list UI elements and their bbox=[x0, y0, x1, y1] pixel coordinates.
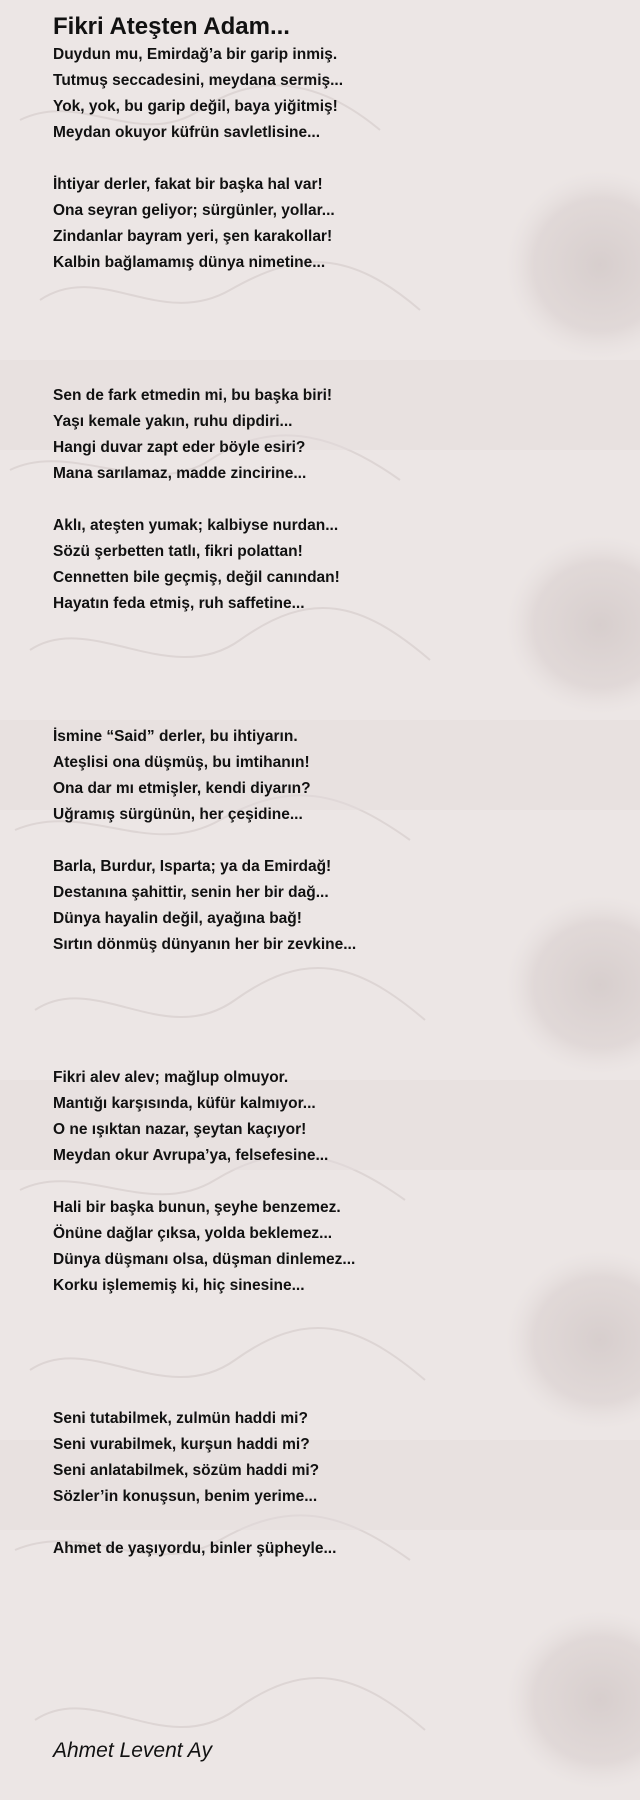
poem-line: Kalbin bağlamamış dünya nimetine... bbox=[53, 254, 326, 271]
poem-line: Meydan okuyor küfrün savletlisine... bbox=[53, 124, 321, 141]
poem-line: Cennetten bile geçmiş, değil canından! bbox=[53, 569, 340, 586]
poem-title: Fikri Ateşten Adam... bbox=[53, 13, 290, 40]
poem-line: Dünya hayalin değil, ayağına bağ! bbox=[53, 910, 302, 927]
poem-line: Sözü şerbetten tatlı, fikri polattan! bbox=[53, 543, 303, 560]
poem-line: Seni anlatabilmek, sözüm haddi mi? bbox=[53, 1462, 320, 1479]
poem-line: Hayatın feda etmiş, ruh saffetine... bbox=[53, 595, 305, 612]
section-gap bbox=[53, 958, 640, 1065]
poem-line: Meydan okur Avrupa’ya, felsefesine... bbox=[53, 1147, 329, 1164]
poem-line: Barla, Burdur, Isparta; ya da Emirdağ! bbox=[53, 858, 332, 875]
section-gap bbox=[53, 617, 640, 724]
stanza-3 bbox=[53, 383, 640, 487]
stanza-gap bbox=[53, 146, 640, 172]
stanza-10 bbox=[53, 1536, 640, 1562]
poem-line: İsmine “Said” derler, bu ihtiyarın. bbox=[53, 728, 298, 745]
stanza-gap bbox=[53, 1169, 640, 1195]
stanza-7 bbox=[53, 1065, 640, 1169]
poem-line: Tutmuş seccadesini, meydana sermiş... bbox=[53, 72, 344, 89]
section-gap bbox=[53, 276, 640, 383]
poem-line: Ateşlisi ona düşmüş, bu imtihanın! bbox=[53, 754, 310, 771]
stanza-6 bbox=[53, 854, 640, 958]
stanza-gap bbox=[53, 828, 640, 854]
poem-line: Ona dar mı etmişler, kendi diyarın? bbox=[53, 780, 311, 797]
poem-line: Sen de fark etmedin mi, bu başka biri! bbox=[53, 387, 333, 404]
poem-line: Duydun mu, Emirdağ’a bir garip inmiş. bbox=[53, 46, 338, 63]
poem-line: Dünya düşmanı olsa, düşman dinlemez... bbox=[53, 1251, 356, 1268]
poem-line: Önüne dağlar çıksa, yolda beklemez... bbox=[53, 1225, 333, 1242]
poem-line: Mana sarılamaz, madde zincirine... bbox=[53, 465, 307, 482]
poem-line: Yok, yok, bu garip değil, baya yiğitmiş! bbox=[53, 98, 338, 115]
poem-author: Ahmet Levent Ay bbox=[53, 1739, 212, 1762]
stanza-9 bbox=[53, 1406, 640, 1510]
stanza-4 bbox=[53, 513, 640, 617]
poem-line: Seni tutabilmek, zulmün haddi mi? bbox=[53, 1410, 308, 1427]
poem-line: Ona seyran geliyor; sürgünler, yollar... bbox=[53, 202, 335, 219]
poem-line: Hali bir başka bunun, şeyhe benzemez. bbox=[53, 1199, 341, 1216]
poem-line: Zindanlar bayram yeri, şen karakollar! bbox=[53, 228, 333, 245]
poem-line: Seni vurabilmek, kurşun haddi mi? bbox=[53, 1436, 310, 1453]
poem-line: Fikri alev alev; mağlup olmuyor. bbox=[53, 1069, 289, 1086]
stanza-1 bbox=[53, 42, 640, 146]
section-gap bbox=[53, 1299, 640, 1406]
poem-line: Mantığı karşısında, küfür kalmıyor... bbox=[53, 1095, 316, 1112]
poem-line: O ne ışıktan nazar, şeytan kaçıyor! bbox=[53, 1121, 307, 1138]
poem-line: Yaşı kemale yakın, ruhu dipdiri... bbox=[53, 413, 293, 430]
stanza-gap bbox=[53, 1510, 640, 1536]
poem-line: Sözler’in konuşsun, benim yerime... bbox=[53, 1488, 318, 1505]
poem-line: Uğramış sürgünün, her çeşidine... bbox=[53, 806, 303, 823]
poem-line: Aklı, ateşten yumak; kalbiyse nurdan... bbox=[53, 517, 339, 534]
stanza-5 bbox=[53, 724, 640, 828]
poem-line: Hangi duvar zapt eder böyle esiri? bbox=[53, 439, 306, 456]
poem-line: Destanına şahittir, senin her bir dağ... bbox=[53, 884, 329, 901]
poem-line: Sırtın dönmüş dünyanın her bir zevkine... bbox=[53, 936, 357, 953]
stanza-gap bbox=[53, 487, 640, 513]
poem-line: Ahmet de yaşıyordu, binler şüpheyle... bbox=[53, 1540, 337, 1557]
poem-line: Korku işlememiş ki, hiç sinesine... bbox=[53, 1277, 305, 1294]
poem-line: İhtiyar derler, fakat bir başka hal var! bbox=[53, 176, 323, 193]
stanza-8 bbox=[53, 1195, 640, 1299]
stanza-2 bbox=[53, 172, 640, 276]
